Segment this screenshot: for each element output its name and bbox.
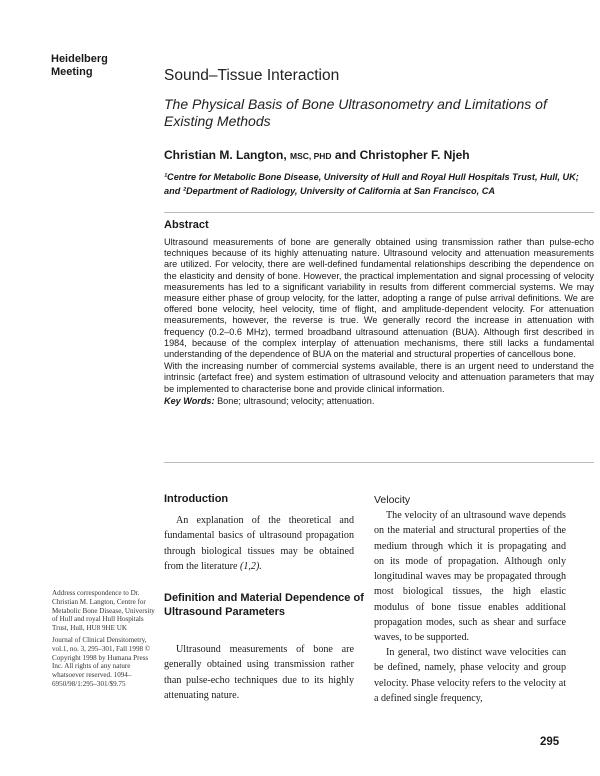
introduction-text: An explanation of the theoretical and fundamental basics of ultrasound propagation through biological tissues may be obtained from the literature (164, 515, 354, 572)
sidebar-note (52, 589, 157, 692)
velocity-heading: Velocity (374, 494, 411, 506)
correspondence-address: Address correspondence to Dr. Christian M. Langton, Centre for Metabolic Bone Disease, University of Hull and royal Hull Hospitals Trust, Hull, HU8 9HE UK (52, 589, 155, 633)
abstract-body (164, 237, 594, 408)
keywords (164, 396, 594, 407)
keywords-text: Bone; ultrasound; velocity; attenuation. (217, 395, 375, 406)
abstract-top-rule (164, 212, 594, 213)
article-subtitle: The Physical Basis of Bone Ultrasonometry and Limitations of Existing Methods (164, 96, 547, 129)
velocity-paragraph-2: In general, two distinct wave velocities can be defined, namely, phase velocity and group velocity. Phase velocity refers to the velocity at a defined single frequency, (374, 647, 566, 704)
author-1-degree: MSC, PHD (290, 151, 332, 161)
authors-and: and (334, 148, 357, 162)
introduction-paragraph (164, 513, 354, 574)
meeting-line-2: Meeting (51, 66, 93, 78)
abstract-paragraph-2: With the increasing number of commercial systems available, there is an urgent need to understand the intrinsic (artefact free) and system estimation of ultrasound velocity and attenuation parameters that may be implemented to characterise bone and provide clinical information. (164, 361, 594, 394)
journal-info: Journal of Clinical Densitometry, vol.1, no. 3, 295–301, Fall 1998 © Copyright 1998 by Humana Press Inc. All rights of any nature whatsoever reserved. 1094–6950/98/1:295–301/$9.75 (52, 635, 151, 688)
definition-heading: Definition and Material Dependence of Ultrasound Parameters (164, 592, 364, 618)
meeting-line-1: Heidelberg (51, 53, 108, 65)
introduction-heading: Introduction (164, 493, 229, 505)
velocity-paragraph-1: The velocity of an ultrasound wave depends on the material and structural properties of the medium through which it is propagating and on its mode of propagation. Although only longitudinal waves may be propagated through most biological tissues, the high elastic modulus of bone tissue enables additional propagation modes, such as shear and surface waves, to be supported. (374, 510, 566, 644)
author-2: Christopher F. Njeh (359, 148, 470, 162)
keywords-label: Key Words: (164, 395, 215, 406)
abstract-paragraph-1: Ultrasound measurements of bone are generally obtained using transmission rather than pulse-echo techniques because of its highly attenuating nature. Ultrasound velocity and attenuation measurements are utilized. For velocity, there are well-defined fundamental relationships describing the dependence on the elasticity and density of bone. However, the practical implementation and signal processing of velocity measurements has led to a significant variability in results from different commercial systems. We may measure either phase of group velocity, for the latter, adopting a range of pulse arrival definitions. We are offered bone velocity, heel velocity, time of flight, and amplitude-dependent velocity. For attenuation measurements, however, the reverse is true. We generally record the increase in attenuation with frequency (0.2–0.6 MHz), termed broadband ultrasound attenuation (BUA). Although first described in 1984, because of the complex interplay of attenuation mechanisms, there still lacks a fundamental understanding of the dependence of BUA on the material and structural properties of cancellous bone. (164, 237, 594, 360)
article-title: Sound–Tissue Interaction (164, 67, 340, 84)
affiliation: ¹Centre for Metabolic Bone Disease, University of Hull and Royal Hull Hospitals Trust, Hull, UK; and ²Department of Radiology, University of California at San Francisco, CA (164, 172, 579, 196)
abstract-bottom-rule (164, 462, 594, 463)
page-number: 295 (540, 736, 560, 748)
author-1: Christian M. Langton, (164, 148, 287, 162)
meeting-label (51, 53, 141, 79)
definition-paragraph: Ultrasound measurements of bone are generally obtained using transmission rather than pulse-echo techniques due to its highly attenuating nature. (164, 644, 354, 701)
introduction-citation: (1,2). (239, 560, 262, 572)
abstract-heading: Abstract (164, 219, 209, 231)
author-line (164, 148, 584, 162)
